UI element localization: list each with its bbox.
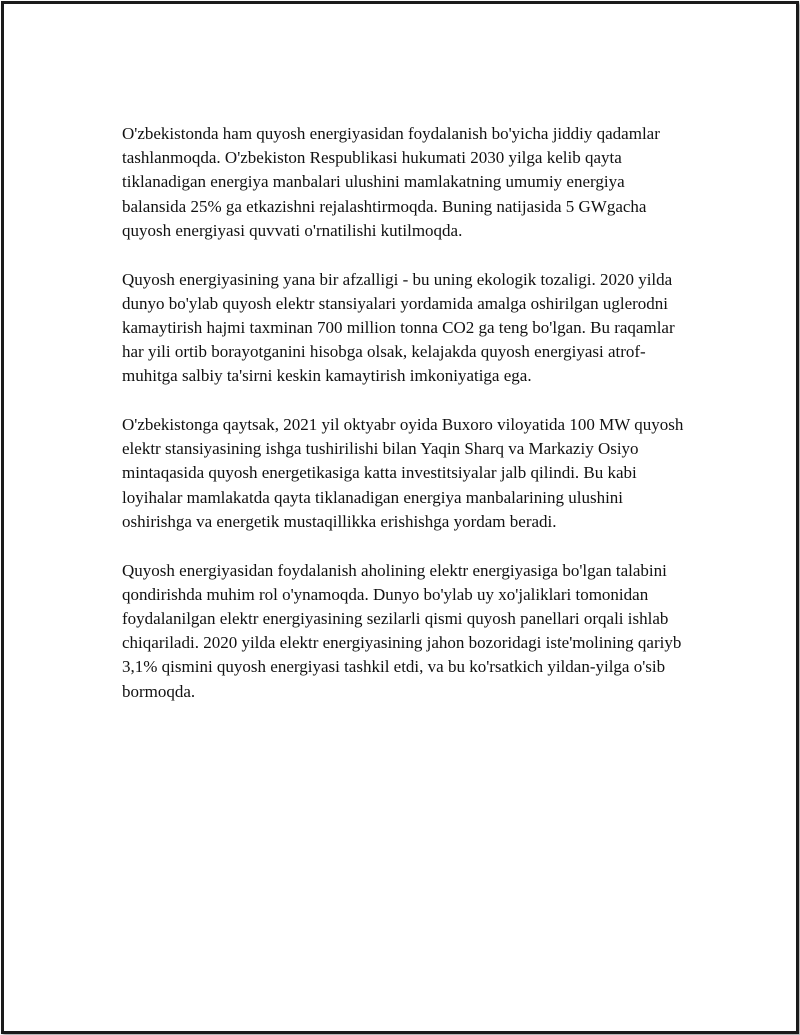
paragraph-4: Quyosh energiyasidan foydalanish aholining elektr energiyasiga bo'lgan talabini qondirishda muhim rol o'ynamoqda. Dunyo bo'ylab uy xo'jaliklari tomonidan foydalanilgan elektr energiyasining sezilarli qismi quyosh panellari orqali ishlab chiqariladi. 2020 yilda elektr energiyasining jahon bozoridagi iste'molining qariyb 3,1% qismini quyosh energiyasi tashkil etdi, va bu ko'rsatkich yildan-yilga o'sib bormoqda. <box>122 560 682 701</box>
page-frame <box>1 1 799 1034</box>
paragraph-3: O'zbekistonga qaytsak, 2021 yil oktyabr oyida Buxoro viloyatida 100 MW quyosh elektr stansiyasining ishga tushirilishi bilan Yaqin Sharq va Markaziy Osiyo mintaqasida quyosh energetikasiga katta investitsiyalar jalb qilindi. Bu kabi loyihalar mamlakatda qayta tiklanadigan energiya manbalarining ulushini oshirishga va energetik mustaqillikka erishishga yordam beradi. <box>122 415 684 531</box>
document-body <box>122 122 692 728</box>
paragraph-2: Quyosh energiyasining yana bir afzalligi - bu uning ekologik tozaligi. 2020 yilda dunyo bo'ylab quyosh elektr stansiyalari yordamida amalga oshirilgan uglerodni kamaytirish hajmi taxminan 700 million tonna CO2 ga teng bo'lgan. Bu raqamlar har yili ortib borayotganini hisobga olsak, kelajakda quyosh energiyasi atrof-muhitga salbiy ta'sirni keskin kamaytirish imkoniyatiga ega. <box>122 269 675 386</box>
paragraph-1: O'zbekistonda ham quyosh energiyasidan foydalanish bo'yicha jiddiy qadamlar tashlanmoqda. O'zbekiston Respublikasi hukumati 2030 yilga kelib qayta tiklanadigan energiya manbalari ulushini mamlakatning umumiy energiya balansida 25% ga etkazishni rejalashtirmoqda. Buning natijasida 5 GWgacha quyosh energiyasi quvvati o'rnatilishi kutilmoqda. <box>122 124 660 240</box>
